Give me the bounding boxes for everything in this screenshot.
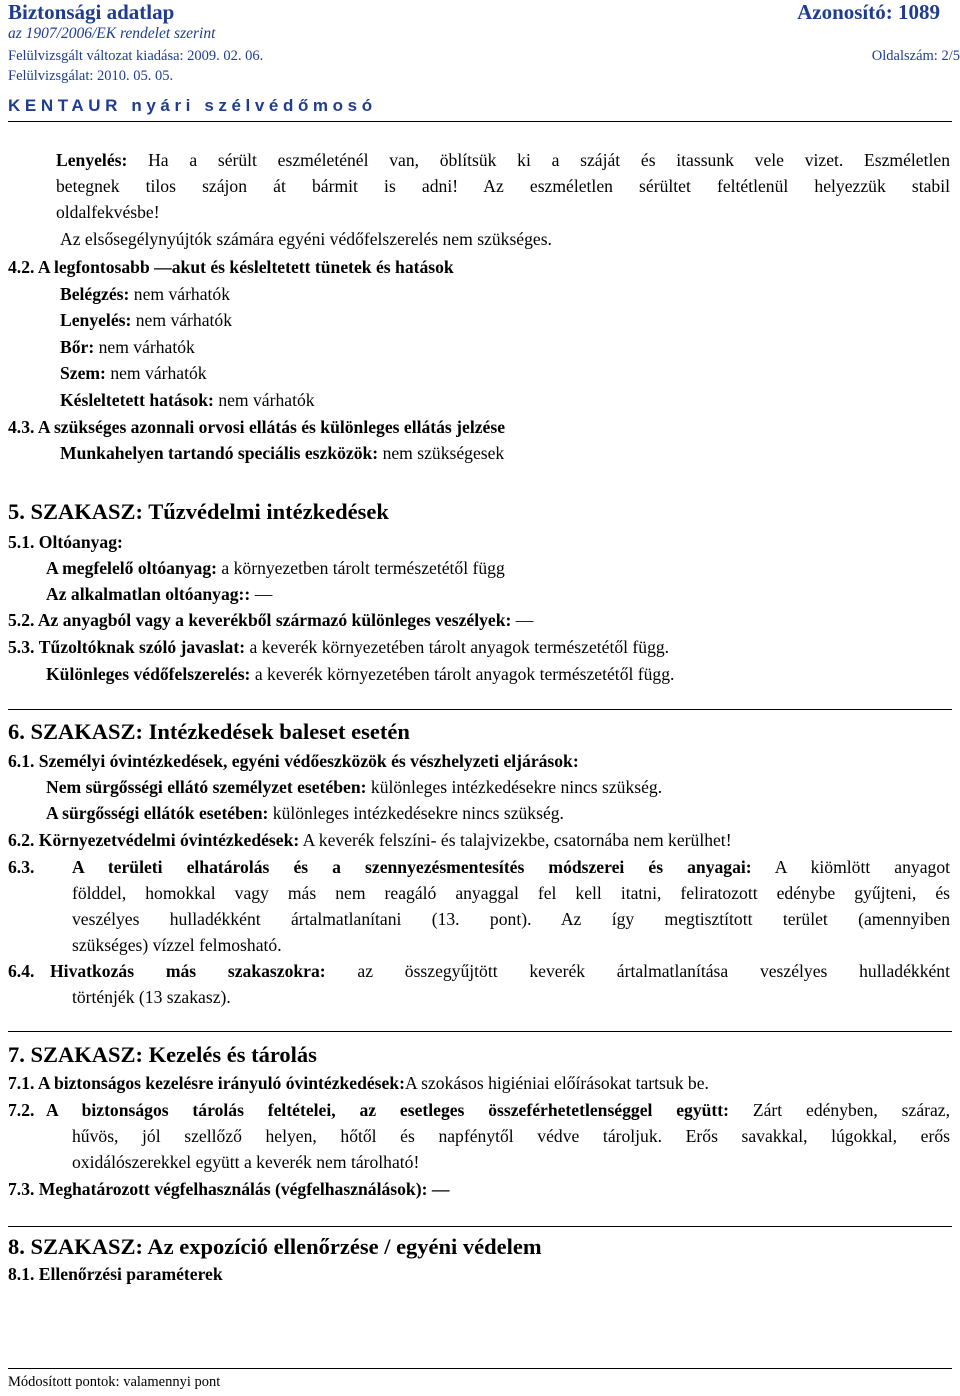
document-title: Biztonsági adatlap (8, 0, 175, 24)
s6-heading-6-4-number: 6.4. (8, 961, 35, 981)
s8-heading-8-1: 8.1. Ellenőrzési paraméterek (8, 1264, 223, 1284)
section-6-heading: 6. SZAKASZ: Intézkedések baleset esetén (8, 719, 410, 744)
section-5-divider (8, 709, 952, 710)
s6-heading-6-2: 6.2. Környezetvédelmi óvintézkedések: A keverék felszíni- és talajvizekbe, csatornába nem kerülhet! (8, 830, 732, 850)
s4-heading-4-2: 4.2. A legfontosabb —akut és késleltetett tünetek és hatások (8, 257, 454, 277)
s6-non-emergency: Nem sürgősségi ellátó személyzet esetében: különleges intézkedésekre nincs szükség. (46, 777, 663, 797)
s7-storage-line2: hűvös, jól szellőző helyen, hőtől és napfénytől védve tároljuk. Erős savakkal, lúgokkal, erős (72, 1126, 950, 1146)
s4-swallow-line3: oldalfekvésbe! (56, 202, 160, 222)
s6-cleanup-line2: földdel, homokkal vagy más nem reagáló anyaggal fel kell itatni, feliratozott edénybe gyűjteni, és (72, 883, 950, 903)
section-7-divider (8, 1226, 952, 1227)
s6-cleanup-line1: A területi elhatárolás és a szennyezésmentesítés módszerei és anyagai: A kiömlött anyagot (72, 857, 951, 877)
s6-emergency: A sürgősségi ellátók esetében: különleges intézkedésekre nincs szükség. (46, 803, 564, 823)
s4-swallow-line1: Lenyelés: Ha a sérült eszméleténél van, öblítsük ki a száját és itassunk vele vizet. Eszméletlen (56, 150, 950, 170)
s6-reference-line2: történjék (13 szakasz). (72, 987, 231, 1007)
s4-workplace-equipment: Munkahelyen tartandó speciális eszközök: nem szükségesek (60, 443, 505, 463)
s6-reference-line1: Hivatkozás más szakaszokra: az összegyűjtött keverék ártalmatlanítása veszélyes hulladékként (50, 961, 950, 981)
s5-heading-5-3: 5.3. Tűzoltóknak szóló javaslat: a keverék környezetében tárolt anyagok természetétől függ. (8, 637, 670, 657)
s4-first-aid-note: Az elsősegélynyújtók számára egyéni védőfelszerelés nem szükséges. (60, 229, 552, 249)
s5-protective-equipment: Különleges védőfelszerelés: a keverék környezetében tárolt anyagok természetétől függ. (46, 664, 675, 684)
s5-suitable-media: A megfelelő oltóanyag: a környezetben tárolt természetétől függ (46, 558, 505, 578)
regulation-reference: az 1907/2006/EK rendelet szerint (8, 25, 216, 42)
s4-delayed-effects: Késleltetett hatások: nem várhatók (60, 390, 315, 410)
s7-storage-line1: A biztonságos tárolás feltételei, az esetleges összeférhetetlenséggel együtt: Zárt edényben, száraz, (46, 1100, 951, 1120)
product-name: KENTAUR nyári szélvédőmosó (8, 96, 377, 115)
s7-heading-7-3: 7.3. Meghatározott végfelhasználás (végfelhasználások): — (8, 1179, 450, 1199)
s5-heading-5-2: 5.2. Az anyagból vagy a keverékből származó különleges veszélyek: — (8, 610, 534, 630)
s5-unsuitable-media: Az alkalmatlan oltóanyag:: — (46, 584, 273, 604)
s6-heading-6-1: 6.1. Személyi óvintézkedések, egyéni védőeszközök és vészhelyzeti eljárások: (8, 751, 579, 771)
s6-heading-6-3-number: 6.3. (8, 857, 35, 877)
s5-heading-5-1: 5.1. Oltóanyag: (8, 532, 123, 552)
s4-inhalation: Belégzés: nem várhatók (60, 284, 231, 304)
s4-swallow-line2: betegnek tilos szájon át bármit is adni! Az eszméletlen sérültet feltétlenül helyezzük stabil (56, 176, 950, 196)
s7-heading-7-2-number: 7.2. (8, 1100, 35, 1120)
header-divider (8, 121, 952, 122)
s6-cleanup-line3: veszélyes hulladékként ártalmatlanítani (13. pont). Az így megtisztított terület (amennyiben (72, 909, 950, 929)
s4-heading-4-3: 4.3. A szükséges azonnali orvosi ellátás és különleges ellátás jelzése (8, 417, 505, 437)
section-7-heading: 7. SZAKASZ: Kezelés és tárolás (8, 1042, 317, 1067)
section-8-heading: 8. SZAKASZ: Az expozíció ellenőrzése / egyéni védelem (8, 1234, 542, 1259)
s4-eye: Szem: nem várhatók (60, 363, 207, 383)
revised-version: Felülvizsgált változat kiadása: 2009. 02. 06. (8, 48, 264, 64)
s4-ingestion: Lenyelés: nem várhatók (60, 310, 232, 330)
s7-heading-7-1: 7.1. A biztonságos kezelésre irányuló óvintézkedések:A szokásos higiéniai előírásokat tartsuk be. (8, 1073, 709, 1093)
footer-divider (8, 1368, 952, 1369)
document-identifier: Azonosító: 1089 (797, 0, 940, 24)
review-date: Felülvizsgálat: 2010. 05. 05. (8, 68, 174, 84)
s6-cleanup-line4: szükséges) vízzel felmosható. (72, 935, 282, 955)
page-number: Oldalszám: 2/5 (871, 48, 960, 64)
section-5-heading: 5. SZAKASZ: Tűzvédelmi intézkedések (8, 499, 389, 524)
s4-skin: Bőr: nem várhatók (60, 337, 195, 357)
section-6-divider (8, 1031, 952, 1032)
modified-points: Módosított pontok: valamennyi pont (8, 1374, 221, 1390)
s7-storage-line3: oxidálószerekkel együtt a keverék nem tárolható! (72, 1152, 420, 1172)
